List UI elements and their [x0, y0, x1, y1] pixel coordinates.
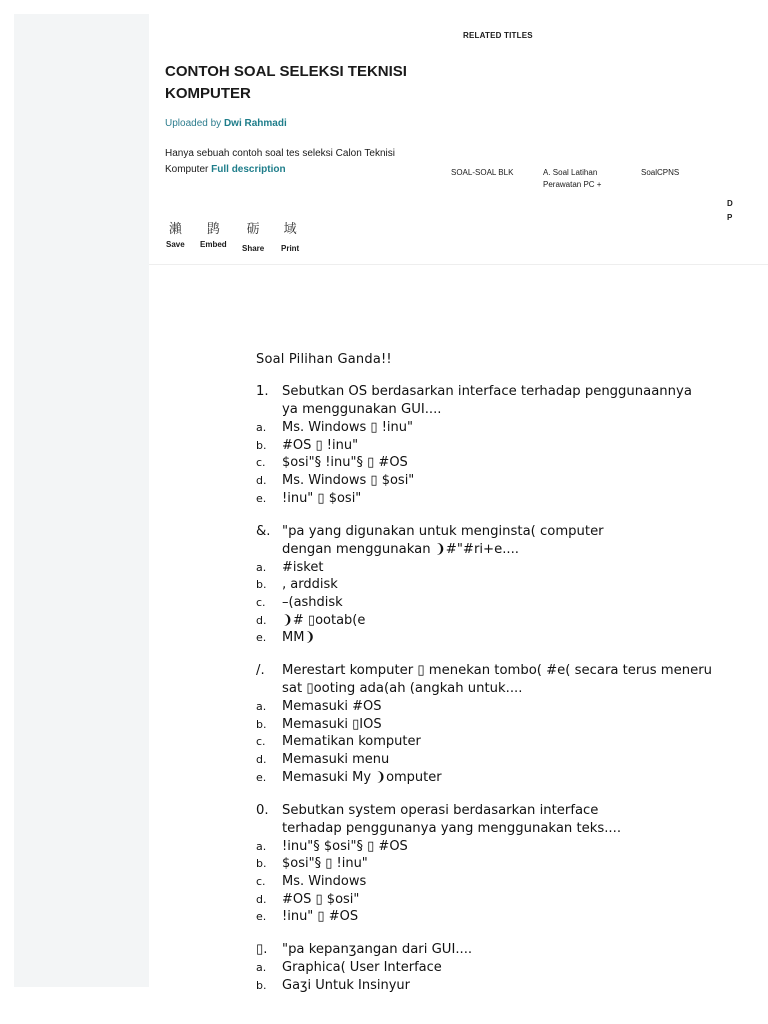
option-letter: b. — [256, 717, 267, 731]
question-3 — [256, 662, 761, 787]
related-title-item[interactable]: SoalCPNS — [641, 168, 680, 177]
left-sidebar-panel — [14, 14, 149, 987]
uploaded-by-label: Uploaded by — [165, 118, 222, 129]
option-letter: c. — [256, 595, 266, 609]
question-stem — [256, 523, 761, 559]
question-line: terhadap penggunanya yang menggunakan teks.... — [282, 820, 622, 836]
question-text — [282, 802, 761, 838]
share-action[interactable] — [242, 220, 264, 253]
option-text: Mematikan komputer — [282, 734, 421, 750]
option-letter: a. — [256, 839, 267, 853]
option-text: Memasuki My ❩omputer — [282, 769, 442, 785]
option-letter: d. — [256, 613, 267, 627]
embed-icon: 鹍 — [206, 221, 220, 236]
answer-option — [256, 576, 761, 594]
answer-option — [256, 594, 761, 612]
answer-option — [256, 612, 761, 630]
question-stem — [256, 662, 761, 698]
print-action[interactable] — [281, 220, 299, 253]
option-letter: b. — [256, 978, 267, 992]
answer-option — [256, 629, 761, 647]
embed-action[interactable] — [200, 220, 227, 249]
option-letter: e. — [256, 491, 267, 505]
question-line: Sebutkan system operasi berdasarkan interface — [282, 802, 599, 818]
description-text: Hanya sebuah contoh soal tes seleksi Calon Teknisi Komputer — [165, 148, 395, 175]
print-label: Print — [281, 244, 300, 253]
option-letter: a. — [256, 560, 267, 574]
question-line: sat ▯ooting ada(ah (angkah untuk.... — [282, 681, 523, 697]
header-divider — [149, 264, 768, 265]
question-number: 1. — [256, 384, 269, 399]
option-text: Ms. Windows ▯ !inu" — [282, 420, 413, 435]
option-text: ‚ arddisk — [282, 577, 338, 593]
save-action[interactable] — [166, 220, 185, 249]
option-letter: b. — [256, 438, 267, 452]
option-text: $osi"§ !inu"§ ▯ #OS — [282, 455, 408, 471]
option-text: !inu"§ $osi"§ ▯ #OS — [282, 838, 408, 854]
answer-option — [256, 733, 761, 751]
answer-option — [256, 490, 761, 508]
option-text: Ms. Windows — [282, 873, 367, 889]
answer-option — [256, 559, 761, 577]
question-line: "pa yang digunakan untuk menginsta( computer — [282, 523, 604, 539]
option-text: –(ashdisk — [282, 594, 343, 610]
question-line: ya menggunakan GUI.... — [282, 402, 442, 417]
answer-option — [256, 751, 761, 769]
question-line: dengan menggunakan ❩#"#ri+e.... — [282, 541, 519, 557]
answer-option — [256, 716, 761, 734]
option-text: Memasuki ▯IOS — [282, 716, 382, 732]
option-text: #OS ▯ !inu" — [282, 437, 359, 453]
option-text: Graphica( User Interface — [282, 960, 442, 976]
option-text: Memasuki menu — [282, 752, 390, 768]
related-title-item[interactable]: SOAL-SOAL BLK — [451, 168, 514, 177]
answer-option — [256, 698, 761, 716]
question-1 — [256, 383, 761, 508]
share-label: Share — [242, 244, 265, 253]
option-text: Memasuki #OS — [282, 699, 382, 715]
option-letter: a. — [256, 700, 267, 714]
question-line: Merestart komputer ▯ menekan tombo( #e( secara terus meneru — [282, 663, 712, 679]
answer-option — [256, 472, 761, 490]
answer-option — [256, 437, 761, 455]
embed-label: Embed — [200, 240, 227, 249]
question-text — [282, 523, 761, 559]
question-stem — [256, 383, 761, 419]
option-letter: d. — [256, 753, 267, 767]
section-heading: Soal Pilihan Ganda!! — [256, 352, 392, 367]
option-letter: e. — [256, 910, 267, 924]
option-text: ❩# ▯ootab(e — [282, 612, 366, 628]
option-letter: c. — [256, 874, 266, 888]
option-text: #isket — [282, 559, 324, 575]
question-4 — [256, 802, 761, 927]
option-letter: e. — [256, 770, 267, 784]
option-text: !inu" ▯ #OS — [282, 909, 359, 925]
document-description — [165, 146, 405, 178]
question-number: &. — [256, 523, 271, 539]
option-text: $osi"§ ▯ !inu" — [282, 856, 368, 872]
uploader-name-link[interactable]: Dwi Rahmadi — [223, 118, 287, 129]
question-stem — [256, 941, 761, 959]
share-icon: 砺 — [246, 221, 260, 236]
answer-option — [256, 838, 761, 856]
related-titles-heading: RELATED TITLES — [463, 31, 533, 40]
related-title-item[interactable]: A. Soal Latihan Perawatan PC + — [543, 168, 602, 189]
option-text: Gaʒi Untuk Insinyur — [282, 977, 411, 993]
save-icon: 瀨 — [168, 221, 182, 236]
option-text: !inu" ▯ $osi" — [282, 490, 362, 506]
option-letter: b. — [256, 857, 267, 871]
option-letter: c. — [256, 456, 266, 470]
answer-option — [256, 855, 761, 873]
question-line: Sebutkan OS berdasarkan interface terhadap penggunaannya — [282, 384, 692, 399]
uploader-line — [165, 118, 287, 129]
option-letter: d. — [256, 474, 267, 488]
answer-option — [256, 454, 761, 472]
option-letter: d. — [256, 892, 267, 906]
full-description-link[interactable]: Full description — [211, 164, 286, 175]
option-letter: b. — [256, 578, 267, 592]
document-title: CONTOH SOAL SELEKSI TEKNISI KOMPUTER — [165, 63, 407, 102]
answer-option — [256, 959, 761, 977]
document-page — [256, 352, 761, 1009]
question-stem — [256, 802, 761, 838]
answer-option — [256, 977, 761, 995]
print-icon: 域 — [283, 221, 297, 236]
answer-option — [256, 873, 761, 891]
answer-option — [256, 419, 761, 437]
answer-option — [256, 891, 761, 909]
question-5 — [256, 941, 761, 994]
related-title-item[interactable]: D P — [727, 199, 733, 222]
option-letter: a. — [256, 961, 267, 975]
option-text: #OS ▯ $osi" — [282, 891, 360, 907]
option-letter: c. — [256, 735, 266, 749]
question-number: ▯. — [256, 942, 268, 958]
answer-option — [256, 769, 761, 787]
question-number: /. — [256, 663, 265, 679]
option-text: Ms. Windows ▯ $osi" — [282, 473, 415, 489]
question-text — [282, 941, 761, 959]
option-text: MM❩ — [282, 630, 316, 646]
question-text — [282, 383, 761, 419]
option-letter: e. — [256, 631, 267, 645]
answer-option — [256, 908, 761, 926]
question-text — [282, 662, 761, 698]
save-label: Save — [166, 240, 185, 249]
question-line: "pa kepanʒangan dari GUI.... — [282, 942, 473, 958]
question-number: 0. — [256, 802, 269, 818]
option-letter: a. — [256, 421, 267, 434]
question-2 — [256, 523, 761, 648]
